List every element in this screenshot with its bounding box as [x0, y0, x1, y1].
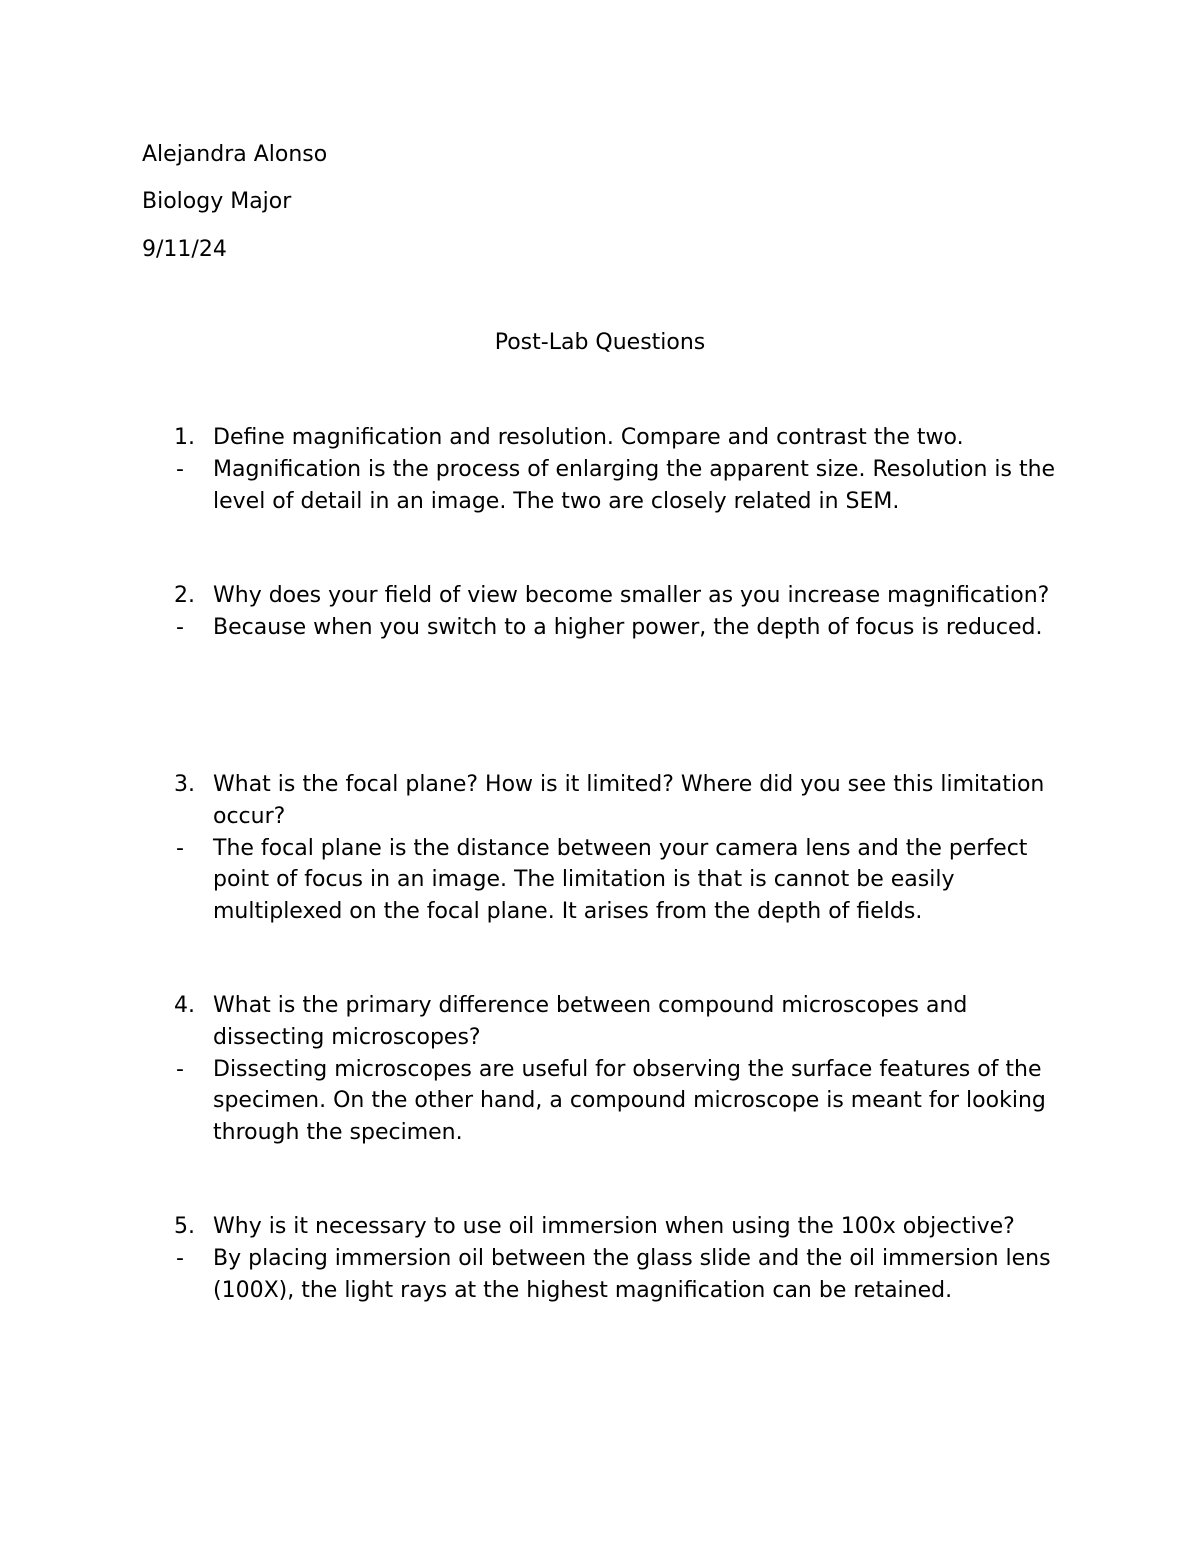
question-row	[142, 422, 1082, 454]
answer-row	[142, 612, 1082, 644]
answer-bullet: -	[176, 1056, 184, 1082]
question-row	[142, 1211, 1082, 1243]
answer-text: The focal plane is the distance between your camera lens and the perfect point of focus in an image. The limitation is that is cannot be easily multiplexed on the focal plane. It arises from the depth of fields.	[213, 835, 1028, 925]
answer-text: Magnification is the process of enlarging the apparent size. Resolution is the level of detail in an image. The two are closely related in SEM.	[213, 456, 1056, 514]
question-text: What is the primary difference between compound microscopes and dissecting microscopes?	[213, 993, 968, 1050]
question-text: What is the focal plane? How is it limited? Where did you see this limitation occur?	[213, 772, 1045, 829]
question-text: Why does your field of view become smaller as you increase magnification?	[213, 583, 1050, 608]
answer-bullet: -	[176, 835, 184, 861]
question-item-1	[142, 422, 1082, 517]
question-number: 4.	[174, 993, 195, 1018]
document-date: 9/11/24	[142, 237, 227, 262]
question-number: 5.	[174, 1214, 195, 1239]
question-item-2	[142, 580, 1082, 644]
question-number: 2.	[174, 583, 195, 608]
answer-bullet: -	[176, 1245, 184, 1271]
question-number: 1.	[174, 425, 195, 450]
document-title: Post-Lab Questions	[494, 330, 706, 355]
answer-text: Dissecting microscopes are useful for observing the surface features of the specimen. On the other hand, a compound microscope is meant for looking through the specimen.	[213, 1056, 1046, 1146]
question-item-3	[142, 769, 1082, 928]
answer-row	[142, 1054, 1082, 1149]
question-item-5	[142, 1211, 1082, 1306]
question-row	[142, 769, 1082, 833]
answer-row	[142, 1243, 1082, 1307]
author-name: Alejandra Alonso	[142, 142, 328, 167]
answer-row	[142, 454, 1082, 518]
answer-bullet: -	[176, 456, 184, 482]
answer-bullet: -	[176, 614, 184, 640]
question-item-4	[142, 990, 1082, 1149]
question-row	[142, 990, 1082, 1054]
question-text: Why is it necessary to use oil immersion when using the 100x objective?	[213, 1214, 1015, 1239]
answer-row	[142, 833, 1082, 928]
question-number: 3.	[174, 772, 195, 797]
author-major: Biology Major	[142, 189, 292, 214]
question-text: Define magnification and resolution. Compare and contrast the two.	[213, 425, 964, 450]
question-row	[142, 580, 1082, 612]
answer-text: By placing immersion oil between the glass slide and the oil immersion lens (100X), the light rays at the highest magnification can be retained.	[213, 1245, 1051, 1303]
answer-text: Because when you switch to a higher power, the depth of focus is reduced.	[213, 614, 1043, 640]
